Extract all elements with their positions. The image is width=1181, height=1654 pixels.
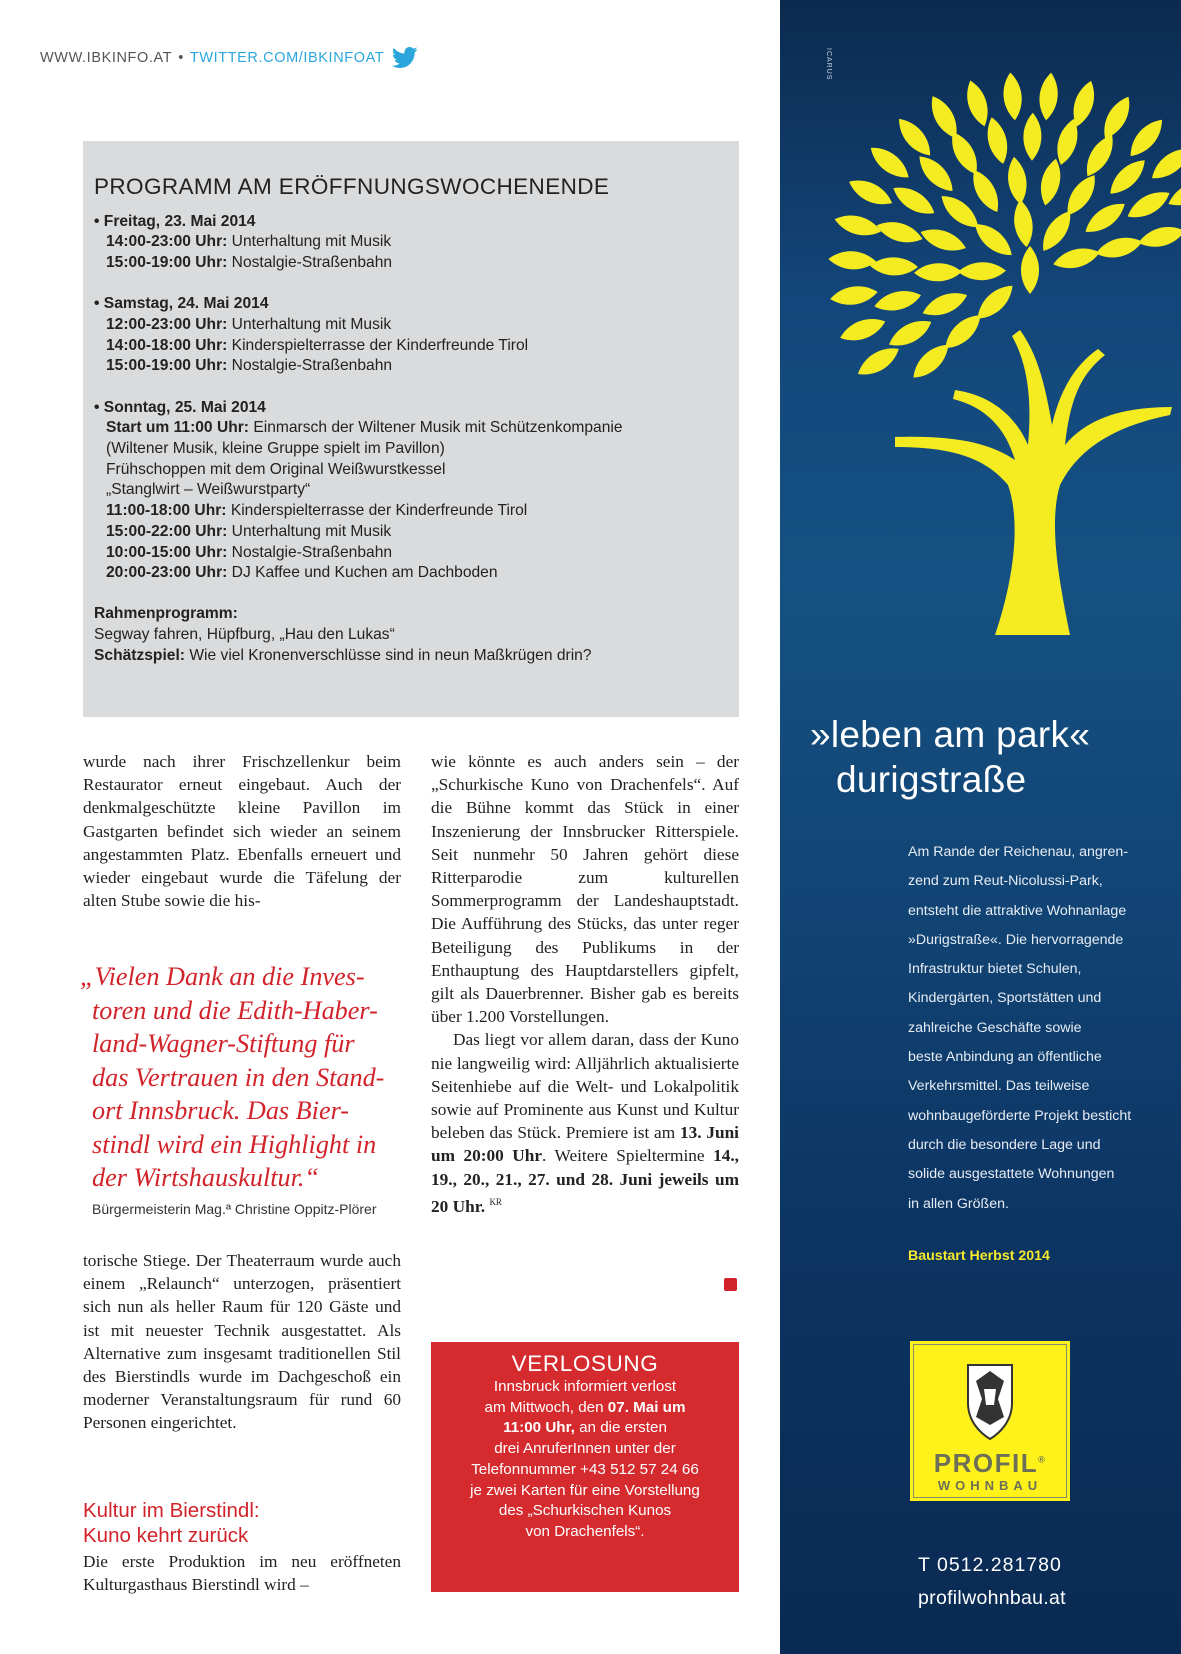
tree-leaf xyxy=(1001,72,1024,122)
tree-leaf xyxy=(1011,198,1035,248)
tree-leaf xyxy=(853,341,903,381)
tree-leaf xyxy=(1037,72,1060,122)
ad-baustart: Baustart Herbst 2014 xyxy=(908,1248,1050,1264)
article-col1-top xyxy=(83,750,401,912)
schedule-row: 15:00-19:00 Uhr: Nostalgie-Straßenbahn xyxy=(106,357,393,375)
program-title: PROGRAMM AM ERÖFFNUNGSWOCHENENDE xyxy=(94,174,610,199)
page-header xyxy=(40,47,418,68)
tree-leaf xyxy=(1124,114,1169,162)
header-separator: • xyxy=(178,49,184,66)
tree-leaf xyxy=(892,113,937,161)
tree-icon xyxy=(780,55,1181,655)
schaetz-label: Schätzspiel: xyxy=(94,646,185,664)
schedule-row: „Stanglwirt – Weißwurstparty“ xyxy=(106,481,311,499)
tree-leaf xyxy=(1097,92,1136,143)
tree-leaf xyxy=(918,224,969,257)
tree-leaf xyxy=(845,174,896,211)
day-title: • Freitag, 23. Mai 2014 xyxy=(94,212,256,230)
tree-leaf xyxy=(1094,233,1145,262)
quote-line: ort Innsbruck. Das Bier- xyxy=(92,1096,349,1125)
tree-leaf xyxy=(1080,197,1130,239)
quote-line: „Vielen Dank an die Inves- xyxy=(80,962,365,991)
tree-leaf xyxy=(1023,113,1042,161)
ad-title-line1: »leben am park« xyxy=(810,714,1091,755)
ad-title-line2: durigstraße xyxy=(836,759,1027,800)
schedule-row: 15:00-19:00 Uhr: Nostalgie-Straßenbahn xyxy=(106,254,393,272)
ad-title xyxy=(810,712,1090,802)
article-col2 xyxy=(431,750,739,1218)
photo-credit: ICARUS xyxy=(825,48,832,81)
rahmen-text: Segway fahren, Hüpfburg, „Hau den Lukas“ xyxy=(94,626,395,644)
quote-line: stindl wird ein Highlight in xyxy=(92,1129,377,1159)
tree-leaf xyxy=(1104,154,1151,200)
tree-leaf xyxy=(1146,142,1181,186)
schedule-row: 14:00-18:00 Uhr: Kinderspielterrasse der Kinderfreunde Tirol xyxy=(106,336,529,354)
program-day xyxy=(94,294,727,377)
tree-leaf xyxy=(837,313,888,346)
tree-leaf xyxy=(874,217,925,248)
schedule-row: 15:00-22:00 Uhr: Unterhaltung mit Musik xyxy=(106,522,392,540)
tree-leaf xyxy=(889,180,939,220)
article-col1-end xyxy=(83,1550,401,1596)
twitter-link[interactable]: TWITTER.COM/IBKINFOAT xyxy=(189,49,385,66)
verlosung-box xyxy=(431,1342,739,1592)
schedule-row: 10:00-15:00 Uhr: Nostalgie-Straßenbahn xyxy=(106,543,393,561)
tree-leaf xyxy=(885,314,936,353)
end-mark-icon xyxy=(724,1278,737,1291)
tree-leaf xyxy=(914,263,962,282)
tree-leaf xyxy=(966,166,1005,217)
quote-attribution: Bürgermeisterin Mag.ª Christine Oppitz-Plörer xyxy=(92,1201,377,1217)
tree-leaf xyxy=(870,257,918,276)
tree-leaf xyxy=(832,211,883,241)
rahmenprogramm xyxy=(94,604,727,666)
subhead-line: Kuno kehrt zurück xyxy=(83,1524,249,1547)
schedule-row: 14:00-23:00 Uhr: Unterhaltung mit Musik xyxy=(106,233,392,251)
schedule-row: 12:00-23:00 Uhr: Unterhaltung mit Musik xyxy=(106,316,392,334)
tree-leaf xyxy=(1123,185,1174,224)
article-paragraph: wie könnte es auch anders sein – der „Schurkische Kuno von Drachenfels“. Auf die Bühne kommt das Stück in einer Inszenierung der Innsbrucker Ritterspiele. Seit nunmehr 50 Jahren gehört diese Ritterparodie zum kulturellen Sommerprogramm der Landeshauptstadt. Die Aufführung des Stücks, das unter reger Beteiligung des Publikums in der Enthauptung des Hauptdarstellers gipfelt, gilt als Dauerbrenner. Bisher gab es bereits über 1.200 Vorstellungen. xyxy=(431,752,739,1027)
schedule-row: Frühschoppen mit dem Original Weißwurstkessel xyxy=(106,460,446,478)
tree-leaf xyxy=(1021,246,1039,294)
tree-leaf xyxy=(913,150,959,197)
tree-leaf xyxy=(1136,222,1181,251)
article-paragraph: torische Stiege. Der Theaterraum wurde auch einem „Relaunch“ unterzogen, präsentiert sich nun als heller Raum für 120 Gäste und ist mit neuester Technik ausgestattet. Als Alternative zum insgesamt traditionellen Stil des Bierstindls wurde im Dachgeschoß ein moderner Veranstaltungsraum für rund 60 Personen eingerichtet. xyxy=(83,1251,401,1433)
logo-wohnbau: WOHNBAU xyxy=(937,1478,1043,1493)
schedule-row: Start um 11:00 Uhr: Einmarsch der Wiltener Musik mit Schützenkompanie xyxy=(106,419,623,437)
pull-quote xyxy=(80,960,410,1195)
rahmen-label: Rahmenprogramm: xyxy=(94,605,238,623)
schaetz-text: Wie viel Kronenverschlüsse sind in neun Maßkrügen drin? xyxy=(185,646,592,664)
program-day xyxy=(94,212,727,274)
article-col1-bottom xyxy=(83,1249,401,1435)
subhead-line: Kultur im Bierstindl: xyxy=(83,1499,260,1522)
site-url[interactable]: WWW.IBKINFO.AT xyxy=(40,49,173,66)
twitter-bird-icon[interactable] xyxy=(392,47,418,68)
schedule-row: 20:00-23:00 Uhr: DJ Kaffee und Kuchen am Dachboden xyxy=(106,564,498,582)
tree-leaf xyxy=(962,78,993,129)
quote-line: der Wirtshauskultur.“ xyxy=(92,1163,319,1192)
quote-line: land-Wagner-Stiftung für xyxy=(92,1029,355,1058)
verlosung-text: Innsbruck informiert verlost am Mittwoch, den 07. Mai um 11:00 Uhr, an die ersten drei AnruferInnen unter der Telefonnummer +43 512 57 24 66 je zwei Karten für eine Vorstellung des „Schurkischen Kunos von Drachenfels“. xyxy=(470,1378,700,1540)
logo-profil: PROFIL® xyxy=(933,1448,1047,1478)
coat-of-arms-icon xyxy=(958,1359,1022,1441)
quote-line: das Vertrauen in den Stand- xyxy=(92,1062,385,1092)
tree-leaf xyxy=(828,250,877,271)
tree-leaf xyxy=(865,141,914,185)
tree-leaf xyxy=(983,115,1012,166)
program-box xyxy=(83,141,739,717)
ad-url[interactable]: profilwohnbau.at xyxy=(918,1587,1066,1609)
advertisement xyxy=(780,0,1181,1654)
quote-line: toren und die Edith-Haber- xyxy=(92,995,378,1025)
article-paragraph: wurde nach ihrer Frischzellenkur beim Restaurator erneut eingebaut. Auch der denkmalgeschützte kleine Pavillon im Gastgarten befindet sich wieder an seinem angestammten Platz. Ebenfalls erneuert und wieder eingebaut wurde die Täfelung der alten Stube sowie die his- xyxy=(83,752,401,911)
tree-leaf xyxy=(907,338,954,384)
tree-leaf xyxy=(1051,244,1102,273)
tree-leaf xyxy=(872,286,923,315)
tree-leaf xyxy=(829,283,879,308)
tree-leaf xyxy=(958,262,1006,281)
day-title: • Samstag, 24. Mai 2014 xyxy=(94,295,269,313)
author-initials: KR xyxy=(489,1196,502,1207)
ad-copy: Am Rande der Reichenau, angren- zend zum Reut-Nicolussi-Park, entsteht die attraktive Wohnanlage »Durigstraße«. Die hervorragende Infrastruktur bietet Schulen, Kindergärten, Sportstätten und zahlreiche Geschäfte sowie beste Anbindung an öffentliche Verkehrsmittel. Das teilweise wohnbaugeförderte Projekt besticht durch die besondere Lage und solide ausgestattete Wohnungen in allen Größen. xyxy=(908,844,1132,1212)
tree-leaf xyxy=(1036,157,1064,208)
ad-phone[interactable]: T 0512.281780 xyxy=(918,1554,1062,1576)
tree-leaf xyxy=(1005,156,1029,206)
profil-logo xyxy=(910,1341,1070,1501)
tree-leaf xyxy=(919,287,970,322)
program-day xyxy=(94,398,727,584)
schedule-row: 11:00-18:00 Uhr: Kinderspielterrasse der Kinderfreunde Tirol xyxy=(106,502,528,520)
article-paragraph: Die erste Produktion im neu eröffneten Kulturgasthaus Bierstindl wird – xyxy=(83,1552,401,1595)
schedule-row: (Wiltener Musik, kleine Gruppe spielt im Pavillon) xyxy=(106,440,445,458)
section-subhead xyxy=(83,1498,260,1548)
day-title: • Sonntag, 25. Mai 2014 xyxy=(94,398,266,416)
verlosung-title: VERLOSUNG xyxy=(511,1351,659,1376)
article-paragraph: Das liegt vor allem daran, dass der Kuno nie langweilig wird: Alljährlich aktualisierte Seitenhiebe auf die Welt- und Lokalpolitik sowie auf Prominente aus Kunst und Kultur beleben das Stück. Premiere ist am 13. Juni um 20:00 Uhr. Weitere Spieltermine 14., 19., 20., 21., 27. und 28. Juni jeweils um 20 Uhr. $^{KR}$ xyxy=(431,1030,739,1216)
tree-leaf xyxy=(1080,130,1120,180)
